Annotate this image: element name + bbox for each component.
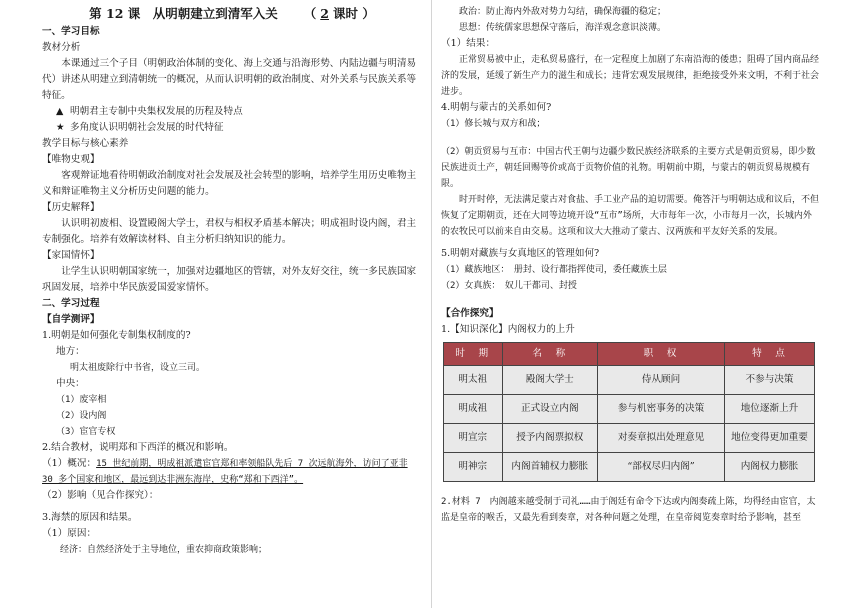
q2-answer-a-text: 15 世纪前期，明成祖派遣宦官郑和率领船队先后 7 次远航海外，访问了亚非 30 多个国家和地区，最远到达非洲东海岸，史称“郑和下西洋”。	[42, 459, 408, 485]
table-row	[444, 366, 815, 395]
literacy-text-3: 让学生认识明朝国家统一，加强对边疆地区的管辖，对外友好交往，统一多民族国家巩固发展，培养中华民族爱国爱家情怀。	[42, 266, 417, 293]
table-cell: 明神宗	[444, 453, 503, 482]
table-cell: 殿阁大学士	[502, 366, 598, 395]
q3-result-text: 正常贸易被中止，走私贸易盛行，在一定程度上加剧了东南沿海的倭患；阻碍了国内商品经济的发展，延缓了新生产力的滋生和成长；违背宏观发展规律，拒绝接受外来文明，不利于社会进步。	[441, 55, 820, 97]
section-learning-goals: 一、学习目标	[42, 26, 100, 37]
table-header: 名 称	[502, 343, 598, 366]
literacy-heading-3: 【家国情怀】	[42, 250, 100, 261]
table-cell: 对奏章拟出处理意见	[598, 424, 725, 453]
literacy-text-2: 认识明初废相、设置殿阁大学士，君权与相权矛盾基本解决；明成祖时设内阁，君主专制强化。培养有效解读材料、自主分析归纳知识的能力。	[42, 218, 417, 245]
goal-item-2-text: 多角度认识明朝社会发展的时代特征	[70, 122, 224, 133]
q3-result-label: （1）结果：	[441, 38, 496, 49]
table-cell: 侍从顾问	[598, 366, 725, 395]
q1-central-3: （3）宦官专权	[56, 427, 116, 437]
table-cell: 地位变得更加重要	[725, 424, 815, 453]
question-4: 4.明朝与蒙古的关系如何?	[441, 102, 552, 113]
literacy-heading-1: 【唯物史观】	[42, 154, 100, 165]
q4-answer-a: （1）修长城与双方和战；	[441, 119, 546, 129]
right-column	[441, 0, 819, 526]
q2-answer-a	[42, 456, 422, 488]
q5-answer-a: （1）藏族地区： 册封、设行都指挥使司，委任藏族土层	[441, 265, 667, 275]
star-icon: ★	[56, 122, 65, 133]
title-hours-num: 2	[320, 6, 329, 21]
question-2: 2.结合教材，说明郑和下西洋的概况和影响。	[42, 442, 234, 453]
core-literacy-label: 教学目标与核心素养	[42, 138, 129, 149]
goal-item-2	[42, 120, 422, 136]
table-cell: 明太祖	[444, 366, 503, 395]
q1-central-1: （1）废宰相	[56, 395, 107, 405]
table-header: 职 权	[598, 343, 725, 366]
table-row	[444, 453, 815, 482]
section-learning-process: 二、学习过程	[42, 298, 100, 309]
table-row	[444, 395, 815, 424]
literacy-heading-2: 【历史解释】	[42, 202, 100, 213]
q2-answer-a-label: （1）概况：	[42, 458, 97, 469]
question-3: 3.海禁的原因和结果。	[42, 512, 138, 523]
title-hours-open: （	[303, 6, 317, 21]
table-cell: 参与机密事务的决策	[598, 395, 725, 424]
q1-local-label: 地方：	[56, 346, 85, 357]
q3-thought: 思想：传统儒家思想保守落后，海洋观念意识淡薄。	[459, 23, 667, 33]
textbook-analysis-text: 本课通过三个子目（明朝政治体制的变化、海上交通与沿海形势、内陆边疆与明清易代）讲述从明建立到清朝统一的概况，从而认识明朝的政治制度、对外关系与民族关系等特征。	[42, 58, 417, 101]
table-row	[444, 424, 815, 453]
q4-answer-b: （2）朝贡贸易与互市：中国古代王朝与边疆少数民族经济联系的主要方式是朝贡贸易，即少数民族进贡土产，朝廷回赐等价或高于贡物价值的礼物。明朝前中期，与蒙古的朝贡贸易规模有限。	[441, 147, 816, 189]
literacy-text-1: 客观辩证地看待明朝政治制度对社会发展及社会转型的影响，培养学生用历史唯物主义和辩证唯物主义分析历史问题的能力。	[42, 170, 417, 197]
table-cell: 正式设立内阁	[502, 395, 598, 424]
table-header: 时 期	[444, 343, 503, 366]
title-hours-close: 课时 ）	[332, 6, 375, 21]
title-text: 第 12 课 从明朝建立到清军入关	[89, 6, 278, 21]
material-7-text: 2.材料 7 内阁越来越受制于司礼……由于阁廷有命令下达或内阁奏疏上陈，均得经由宦官，太监是皇帝的喉舌，又最先看到奏章，对各种问题之处理，在皇帝阅览奏章时给予影响，甚至	[441, 497, 816, 523]
q1-central-label: 中央：	[56, 378, 85, 389]
table-cell: “部权尽归内阁”	[598, 453, 725, 482]
table-cell: 不参与决策	[725, 366, 815, 395]
q3-politics: 政治：防止海内外敌对势力勾结，确保海疆的稳定；	[459, 7, 667, 17]
goal-item-1-text: 明朝君主专制中央集权发展的历程及特点	[70, 106, 243, 117]
cabinet-power-table	[443, 342, 815, 482]
table-header: 特 点	[725, 343, 815, 366]
q2-answer-b: （2）影响（见合作探究）：	[42, 490, 159, 501]
column-divider	[431, 0, 432, 608]
table-cell: 内阁首辅权力膨胀	[502, 453, 598, 482]
q1-central-2: （2）设内阁	[56, 411, 107, 421]
q4-answer-b2: 时开时停，无法满足蒙古对食盐、手工业产品的迫切需要。俺答汗与明朝达成和议后，不但恢复了定期朝贡，还在大同等边境开设“互市”场所，大市每年一次，小市每月一次，长城内外的农牧民可以前来自由交易。这项和议大大推动了蒙古、汉两族和平友好关系的发展。	[441, 195, 820, 237]
q1-local-answer: 明太祖废除行中书省，设立三司。	[70, 363, 206, 373]
goal-item-1	[42, 104, 422, 120]
cooperative-inquiry-heading: 【合作探究】	[441, 308, 499, 319]
table-cell: 明宣宗	[444, 424, 503, 453]
table-cell: 地位逐渐上升	[725, 395, 815, 424]
left-column	[42, 0, 422, 558]
triangle-icon: ▲	[56, 106, 64, 117]
q3-economy: 经济：自然经济处于主导地位，重农抑商政策影响；	[60, 545, 268, 555]
q5-answer-b: （2）女真族： 奴儿干都司、封授	[441, 281, 577, 291]
question-5: 5.明朝对藏族与女真地区的管理如何?	[441, 248, 600, 259]
question-1: 1.明朝是如何强化专制集权制度的?	[42, 330, 191, 341]
page-title	[42, 6, 422, 22]
table-cell: 明成祖	[444, 395, 503, 424]
table-header-row	[444, 343, 815, 366]
table-cell: 内阁权力膨胀	[725, 453, 815, 482]
self-study-heading: 【自学测评】	[42, 314, 100, 325]
table-cell: 授予内阁票拟权	[502, 424, 598, 453]
textbook-analysis-label: 教材分析	[42, 42, 81, 53]
q3-reason-label: （1）原因：	[42, 528, 97, 539]
knowledge-deepen-heading: 1.【知识深化】内阁权力的上升	[441, 324, 575, 335]
